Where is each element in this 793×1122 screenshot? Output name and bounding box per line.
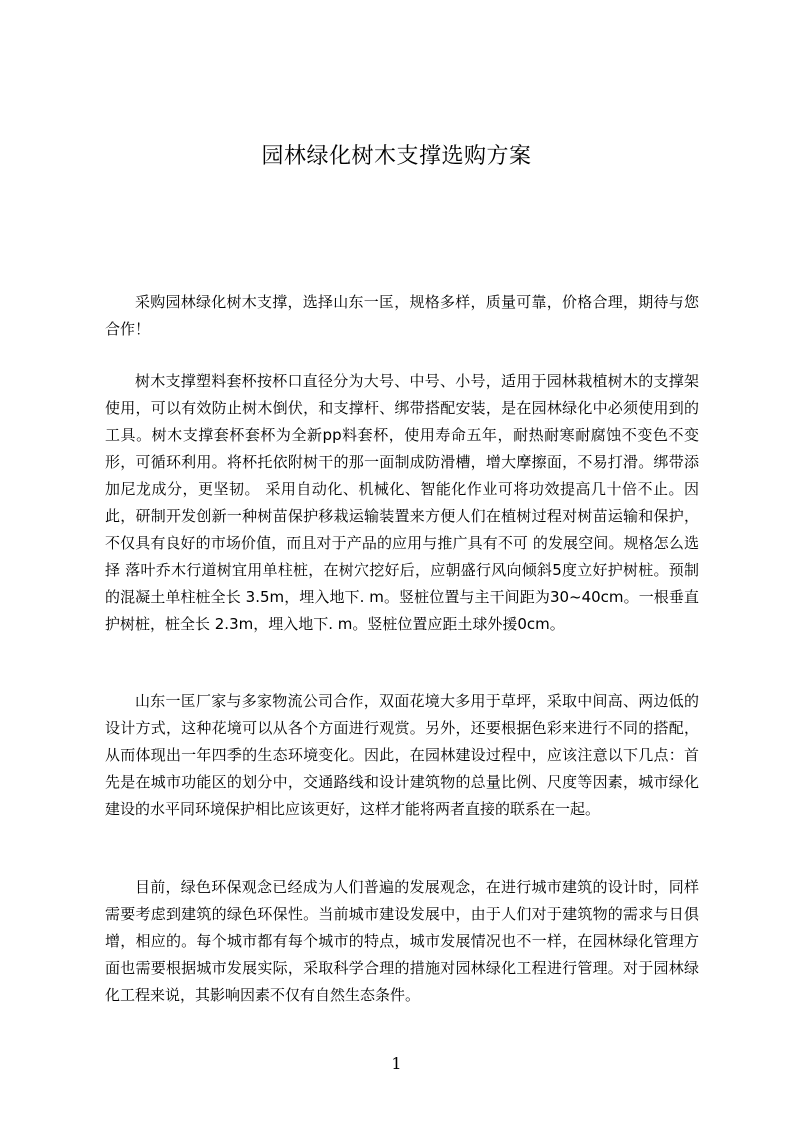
page-number: 1 xyxy=(391,1054,402,1073)
paragraph-intro: 采购园林绿化树木支撑，选择山东一匡，规格多样，质量可靠，价格合理，期待与您合作！ xyxy=(105,293,699,338)
paragraph-green-building: 目前，绿色环保观念已经成为人们普遍的发展观念，在进行城市建筑的设计时，同样需要考虑到建筑的绿色环保性。当前城市建设发展中，由于人们对于建筑物的需求与日俱增，相应的。每个城市都有每个城市的特点，城市发展情况也不一样，在园林绿化管理方面也需要根据城市发展实际，采取科学合理的措施对园林绿化工程进行管理。对于园林绿化工程来说，其影响因素不仅有自然生态条件。 xyxy=(105,878,699,1004)
document-title: 园林绿化树木支撑选购方案 xyxy=(261,144,532,169)
paragraph-logistics: 山东一匡厂家与多家物流公司合作，双面花境大多用于草坪，采取中间高、两边低的设计方式，这种花境可以从各个方面进行观赏。另外，还要根据色彩来进行不同的搭配，从而体现出一年四季的生态环境变化。因此，在园林建设过程中，应该注意以下几点：首先是在城市功能区的划分中，交通路线和设计建筑物的总量比例、尺度等因素，城市绿化建设的水平同环境保护相比应该更好，这样才能将两者直接的联系在一起。 xyxy=(105,692,699,818)
paragraph-product-specs: 树木支撑塑料套杯按杯口直径分为大号、中号、小号，适用于园林栽植树木的支撑架使用，可以有效防止树木倒伏，和支撑杆、绑带搭配安装，是在园林绿化中必须使用到的工具。树木支撑套杯套杯为全新pp料套杯，使用寿命五年，耐热耐寒耐腐蚀不变色不变形，可循环利用。将杯托依附树干的那一面制成防滑槽，增大摩擦面，不易打滑。绑带添加尼龙成分，更坚韧。 采用自动化、机械化、智能化作业可将功效提高几十倍不止。因此，研制开发创新一种树苗保护移栽运输装置来方便人们在植树过程对树苗运输和保护，不仅具有良好的市场价值，而且对于产品的应用与推广具有不可 的发展空间。规格怎么选择 落叶乔木行道树宜用单柱桩，在树穴挖好后，应朝盛行风向倾斜5度立好护树桩。预制的混凝土单柱桩全长 3.5m，埋入地下. m。竖桩位置与主干间距为30~40cm。一根垂直护树桩，桩全长 2.3m，埋入地下. m。竖桩位置应距土球外援0cm。 xyxy=(105,372,700,633)
